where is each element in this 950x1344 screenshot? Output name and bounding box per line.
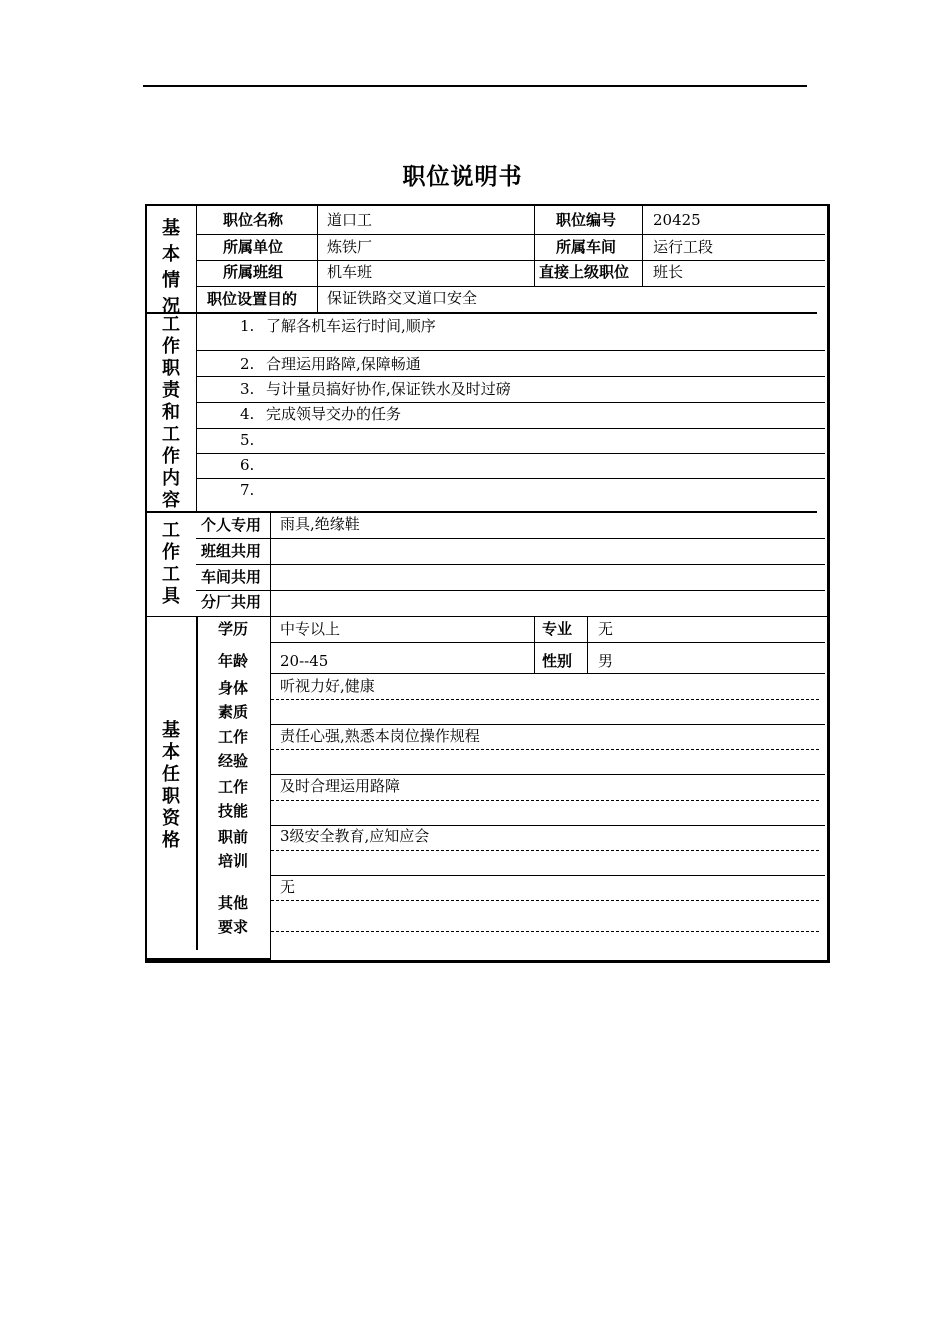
major-label: 专业 bbox=[542, 620, 573, 638]
dashed-guide bbox=[271, 931, 819, 932]
col-line bbox=[317, 204, 318, 312]
age-label: 年龄 bbox=[218, 652, 249, 670]
dashed-guide bbox=[271, 699, 819, 700]
section-separator bbox=[145, 616, 827, 617]
other-requirements-value: 无 bbox=[280, 878, 296, 896]
training-label: 职前 培训 bbox=[218, 828, 249, 870]
divider bbox=[270, 512, 271, 960]
skills-value: 及时合理运用路障 bbox=[280, 777, 401, 795]
header-rule bbox=[143, 85, 807, 87]
duty-item: 2. 合理运用路障,保障畅通 bbox=[240, 355, 421, 373]
experience-value: 责任心强,熟悉本岗位操作规程 bbox=[280, 727, 480, 745]
row-line bbox=[196, 286, 825, 287]
row-line bbox=[196, 478, 825, 479]
other-requirements-label: 其他 要求 bbox=[218, 894, 249, 936]
duty-item: 6. bbox=[240, 456, 255, 474]
position-code-value: 20425 bbox=[653, 211, 701, 229]
physical-value: 听视力好,健康 bbox=[280, 677, 375, 695]
row-line bbox=[196, 590, 825, 591]
row-line bbox=[196, 564, 825, 565]
row-line bbox=[270, 673, 825, 674]
row-line bbox=[196, 453, 825, 454]
row-line bbox=[196, 350, 825, 351]
divider bbox=[196, 312, 197, 512]
position-code-label: 职位编号 bbox=[556, 211, 617, 229]
superior-label: 直接上级职位 bbox=[539, 263, 630, 281]
divider bbox=[196, 617, 198, 950]
row-line bbox=[196, 428, 825, 429]
section-separator bbox=[145, 511, 817, 513]
row-line bbox=[270, 774, 825, 775]
unit-value: 炼铁厂 bbox=[327, 238, 373, 256]
document-title: 职位说明书 bbox=[402, 164, 523, 190]
position-name-value: 道口工 bbox=[327, 211, 373, 229]
experience-label: 工作 经验 bbox=[218, 728, 249, 770]
tool-value: 雨具,绝缘鞋 bbox=[280, 515, 360, 533]
tool-label: 个人专用 bbox=[201, 516, 262, 534]
duty-item: 5. bbox=[240, 431, 255, 449]
purpose-label: 职位设置目的 bbox=[207, 290, 298, 308]
row-line bbox=[196, 402, 825, 403]
row-line bbox=[196, 538, 825, 539]
workshop-value: 运行工段 bbox=[653, 238, 714, 256]
workshop-label: 所属车间 bbox=[556, 238, 617, 256]
col-line bbox=[534, 204, 535, 286]
duty-item: 3. 与计量员搞好协作,保证铁水及时过磅 bbox=[240, 380, 511, 398]
dashed-guide bbox=[271, 900, 819, 901]
purpose-value: 保证铁路交叉道口安全 bbox=[327, 289, 478, 307]
row-line bbox=[270, 875, 825, 876]
education-value: 中专以上 bbox=[280, 620, 341, 638]
dashed-guide bbox=[271, 749, 819, 750]
col-line bbox=[587, 617, 588, 673]
gender-label: 性别 bbox=[542, 652, 573, 670]
physical-label: 身体 素质 bbox=[218, 679, 249, 721]
tool-label: 车间共用 bbox=[201, 568, 262, 586]
row-line bbox=[270, 724, 825, 725]
skills-label: 工作 技能 bbox=[218, 778, 249, 820]
education-label: 学历 bbox=[218, 620, 249, 638]
section-separator bbox=[145, 958, 270, 960]
job-description-form bbox=[145, 204, 829, 962]
divider bbox=[196, 204, 197, 312]
tool-label: 班组共用 bbox=[201, 542, 262, 560]
major-value: 无 bbox=[598, 620, 614, 638]
tool-label: 分厂共用 bbox=[201, 593, 262, 611]
col-line bbox=[534, 617, 535, 673]
duty-item: 4. 完成领导交办的任务 bbox=[240, 405, 402, 423]
gender-value: 男 bbox=[598, 652, 614, 670]
row-line bbox=[196, 260, 825, 261]
age-value: 20--45 bbox=[280, 652, 329, 670]
dashed-guide bbox=[271, 800, 819, 801]
superior-value: 班长 bbox=[653, 263, 684, 281]
unit-label: 所属单位 bbox=[223, 238, 284, 256]
col-line bbox=[642, 204, 643, 286]
section-label-duties: 工 作 职 责 和 工 作 内 容 bbox=[162, 314, 180, 511]
row-line bbox=[270, 825, 825, 826]
row-line bbox=[196, 234, 825, 235]
row-line bbox=[270, 642, 825, 643]
team-label: 所属班组 bbox=[223, 263, 284, 281]
position-name-label: 职位名称 bbox=[223, 211, 284, 229]
section-label-tools: 工 作 工 具 bbox=[162, 520, 180, 607]
training-value: 3级安全教育,应知应会 bbox=[280, 827, 430, 845]
duty-item: 1. 了解各机车运行时间,顺序 bbox=[240, 317, 436, 335]
section-separator bbox=[145, 312, 817, 314]
duty-item: 7. bbox=[240, 481, 255, 499]
team-value: 机车班 bbox=[327, 263, 373, 281]
section-label-qualifications: 基 本 任 职 资 格 bbox=[162, 720, 180, 851]
dashed-guide bbox=[271, 850, 819, 851]
section-label-basic: 基 本 情 况 bbox=[162, 218, 180, 317]
row-line bbox=[196, 376, 825, 377]
